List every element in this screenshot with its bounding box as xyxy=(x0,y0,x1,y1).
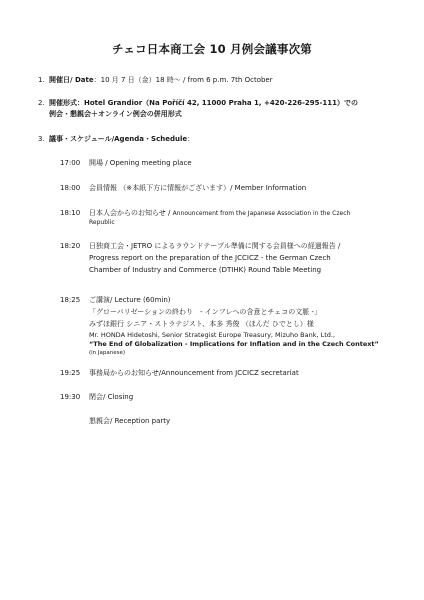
agenda-text-en: Announcement from the Japanese Association in the Czech xyxy=(172,210,351,217)
agenda-time: 18:25 xyxy=(60,296,81,304)
agenda-text: 開場 / Opening meeting place xyxy=(89,159,192,167)
section-label: 開催形式：Hotel Grandior（Na Poříčí 42, 11000 Praha 1, +420-226-295-111）での xyxy=(49,99,359,107)
agenda-line: 日独商工会・JETRO によるラウンドテーブル準備に関する会員様への経過報告 / xyxy=(89,242,341,250)
agenda-time: 18:00 xyxy=(60,184,81,192)
agenda-time: 19:30 xyxy=(60,393,81,401)
agenda-text-en-2: Republic xyxy=(89,219,115,226)
lecture-speaker-ja: みずほ銀行 シニア・ストラテジスト、本多 秀俊 （ほんだ ひでとし）様 xyxy=(89,320,314,328)
agenda-line: Progress report on the preparation of the JCCICZ - the German Czech xyxy=(89,254,331,262)
agenda-time: 18:10 xyxy=(60,209,81,217)
agenda-text: 閉会/ Closing xyxy=(89,393,134,401)
section-date xyxy=(38,75,273,85)
section-schedule: 3. 議事・スケジュール/Agenda・Schedule： xyxy=(38,135,195,143)
section-label: 開催日/ Date xyxy=(49,76,94,84)
section-label: 議事・スケジュール/Agenda・Schedule xyxy=(49,135,188,143)
section-format xyxy=(38,98,358,108)
lecture-title-ja: 「グローバリゼーションの終わり - インフレへの含意とチェコの文脈 -」 xyxy=(89,308,322,316)
agenda-time: 19:25 xyxy=(60,369,81,377)
agenda-text: 会員情報 （※本紙下方に情報がございます）/ Member Information xyxy=(89,184,307,192)
section-value: ：10 月 7 日（金）18 時～ / from 6 p.m. 7th October xyxy=(93,76,273,84)
section-number: 1. xyxy=(38,76,45,84)
lecture-heading: ご講演/ Lecture (60min) xyxy=(89,296,171,304)
lecture-title-en: “The End of Globalization - Implications for Inflation and in the Czech Context” xyxy=(89,340,379,348)
lecture-language: (in Japanese) xyxy=(89,350,126,356)
agenda-time: 18:20 xyxy=(60,242,81,250)
agenda-line: Chamber of Industry and Commerce (DTIHK) Round Table Meeting xyxy=(89,266,322,274)
agenda-text: 懇親会/ Reception party xyxy=(89,417,171,425)
section-number: 2. xyxy=(38,99,45,107)
section-number: 3. xyxy=(38,135,45,143)
page-title: チェコ日本商工会 10 月例会議事次第 xyxy=(112,42,312,56)
lecture-speaker-en: Mr. HONDA Hidetoshi, Senior Strategist Europe Treasury, Mizuho Bank, Ltd., xyxy=(89,331,336,339)
section-format-line2: 例会・懇親会＋オンライン例会の併用形式 xyxy=(49,110,182,118)
agenda-text: 事務局からのお知らせ/Announcement from JCCICZ secretariat xyxy=(89,369,299,377)
agenda-text: 日本人会からのお知らせ / xyxy=(89,209,173,217)
agenda-time: 17:00 xyxy=(60,159,81,167)
